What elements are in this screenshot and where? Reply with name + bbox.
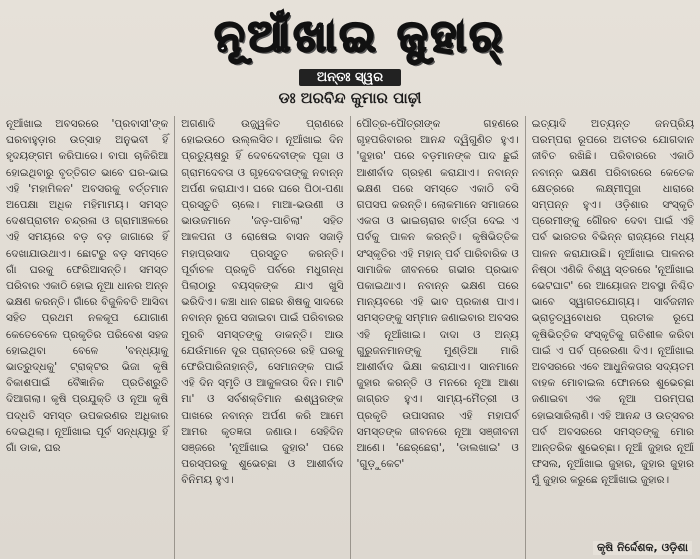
- column-name: ଅନ୍ତଃ ସ୍ୱର: [299, 69, 401, 86]
- article-column-2: [174, 116, 349, 559]
- column-text: ନୂଆଁଖାଇ ଅବସରରେ 'ପ୍ରବାସୀ'ଙ୍କ ଘରବାହୁଡ଼ାର ଉତ୍ସାହ ଅନୁଭବୀ ହିଁ ହୃଦୟଙ୍ଗମ କରିପାରେ। ବାପା ଚାକିରିଆ ହୋଇଥିବାରୁ ବୃତ୍ତିଗତ ଭାବେ ଘର-ଭାଇ ଏହି 'ମହାମିଳନ' ଅବସରକୁ ବର୍ତ୍ତମାନ ଅପେକ୍ଷା ଅଧିକ ମହିମାମୟ। ସମସ୍ତ ଦେଶପ୍ରାଚୀନ ଚନ୍ଦ୍ରଳା ଓ ଗ୍ରାମାଞ୍ଚଳରେ ଏହି ସମୟରେ ବଡ଼ ବଡ଼ ଜାଗାରେ ହିଁ ଦେଖାଯାଉଥାଏ। ଛୋଟରୁ ବଡ଼ ସମସ୍ତେ ଗାଁ ଘରକୁ ଫେରିଆସନ୍ତି। ସମସ୍ତ ପରିବାର ଏକାଠି ହୋଇ ନୂଆ ଧାନର ଅନ୍ନ ଭକ୍ଷଣ କରନ୍ତି। ଗାଁରେ ବିଜୁଳିବତି ଆସିବା ସହିତ ପ୍ରଥମ ନଳକୂପ ଯୋଗାଣ କେତେବେଳେ ପ୍ରକୃତିର ପରିବେଶ ସହଜ ହୋଇଥିବା ବେଳେ 'ବନ୍ଧ୍ୟାକୁ ଭାତ୍ରୁଦ୍ଧକୁ' ଟ୍ରାକ୍ଟର ଭିଜା କୃଷି ବିକାଶପାଇଁ ବୈଜ୍ଞାନିକ ପ୍ରତିଶ୍ରୁତି ଦିଆଗଲା। କୃଷି ପ୍ରଯୁକ୍ତି ଓ ନୂଆ କୃଷି ପଦ୍ଧତି ସମସ୍ତ ଉପକରଣର ଅଧିକାର ଦେଇଥିଲା। ନୂଆଁଖାଇ ପୂର୍ବ ସନ୍ଧ୍ୟାରୁ ହିଁ ଗାଁ ଡାକ, ଘର: [6, 118, 169, 455]
- headline: [80, 6, 640, 66]
- headline-text: ନୂଆଁଖାଇ ଜୁହାର୍: [214, 10, 506, 62]
- column-text: ଅଗଣାଦି ଉଜ୍ଜ୍ୱଳିତ ପ୍ରାଣରେ ହୋଇଉଠେ ଉଲ୍ଲସିତ। ନୂଆଁଖାଇ ଦିନ ପ୍ରତ୍ୟୁଷରୁ ହିଁ ଦେବଦେବୀଙ୍କ ପୂଜା ଓ ଗ୍ରାମଦେବତା ଓ ଗୃହଦେବତାଙ୍କୁ ନବାନ୍ନ ଅର୍ପଣ କରାଯାଏ। ଘରେ ଘରେ ପିଠା-ପଣା ପ୍ରସ୍ତୁତି ଚାଲେ। ମାଆ-ଭଉଣୀ ଓ ଭାଉଜମାନେ 'ଜଡ଼-ପାଚିଲା' ସହିତ ଆଳପନା ଓ ରୋଷେଇ ବାସନ ସଜାଡ଼ି ମହାପ୍ରସାଦ ପ୍ରସ୍ତୁତ କରନ୍ତି। ପୂର୍ବାଚଳ ପ୍ରକୃତି ପର୍ବରେ ମଧୁଗନ୍ଧ ପିଲାଠାରୁ ବୟସ୍କଙ୍କ ଯାଏ ଖୁସି ଭରିଦିଏ। କଞ୍ଚା ଧାନ ଗଛର ଶିଷକୁ ସାଦରେ ନବାନ୍ନ ରୂପେ ସଜାଇବା ପାଇଁ ପରିବାରର ମୁରବି ସମସ୍ତଙ୍କୁ ଡାକନ୍ତି। ଆଉ ଯେଉଁମାନେ ଦୂର ପ୍ରାନ୍ତରେ ରହି ଘରକୁ ଫେରିପାରିନାହାନ୍ତି, ସେମାନଙ୍କ ପାଇଁ ଏହି ଦିନ ସ୍ମୃତି ଓ ଆକୁଳତାର ଦିନ। ମାଟି ମା' ଓ ସର୍ବଶକ୍ତିମାନ ଈଶ୍ୱରଙ୍କ ପାଖରେ ନବାନ୍ନ ଅର୍ପଣ କରି ଆମେ ଆମର କୃତଜ୍ଞତା ଜଣାଉ। ସେହିଦିନ ସଞ୍ଜରେ 'ନୂଆଁଖାଇ ଜୁହାର' ପରେ ପରସ୍ପରକୁ ଶୁଭେଚ୍ଛା ଓ ଆଶୀର୍ବାଦ ବିନିମୟ ହୁଏ।: [181, 118, 344, 487]
- byline: [200, 66, 500, 112]
- column-text: ଇତ୍ୟାଦି ଅତ୍ୟନ୍ତ ଜନପ୍ରିୟ ପରମ୍ପରା ରୂପରେ ଅତୀତର ଯୋଗଦାନ ଜୀବିତ ରଖିଛି। ପରିବାରରେ ଏକାଠି ନବାନ୍ନ ଭକ୍ଷଣ ପରିବାରରେ କେତେକ କ୍ଷେତ୍ରରେ ଲକ୍ଷ୍ମୀପୂଜା ଧାରାରେ ସମ୍ପନ୍ନ ହୁଏ। ଓଡ଼ିଶାର ସଂସ୍କୃତି ପ୍ରେମୀଙ୍କୁ ଗୌରବ ଦେବା ପାଇଁ ଏହି ପର୍ବ ଭାରତର ବିଭିନ୍ନ ରାଜ୍ୟରେ ମଧ୍ୟ ପାଳନ କରାଯାଉଛି। ନୂଆଁଖାଇ ପାଳନର ନିଷ୍ଠା ଏଣିକି ବିଶ୍ୱ ସ୍ତରରେ 'ନୂଆଁଖାଇ ଭେଟଘାଟ' ରେ ଆୟୋଜନ ଅବସ୍ଥା ନିଶ୍ଚିତ ଭାବେ ସ୍ୱାଗତଯୋଗ୍ୟ। ସାର୍ବଜନୀନ ଭ୍ରାତୃତ୍ୱବୋଧର ପ୍ରତୀକ ରୂପେ କୃଷିଭିତ୍ତିକ ସଂସ୍କୃତିକୁ ଗତିଶୀଳ କରିବା ପାଇଁ ଏ ପର୍ବ ପ୍ରେରଣା ଦିଏ। ନୂଆଁଖାଇ ଅବସରରେ ଏବେ ଆଧୁନିକତାର ସଦ୍ୟତମ ବାହକ ମୋବାଇଲ ଫୋନରେ ଶୁଭେଚ୍ଛା ଜଣାଇବା ଏକ ନୂଆ ପରମ୍ପରା ହୋଇସାରିଲାଣି। ଏହି ଆନନ୍ଦ ଓ ଉତ୍ସବର ପର୍ବ ଅବସରରେ ସମସ୍ତଙ୍କୁ ମୋର ଆନ୍ତରିକ ଶୁଭେଚ୍ଛା। ନୂଆଁ ଜୁହାର ନୂଆଁ ଫସଲ, ନୂଆଁଖାଇ ଜୁହାର, ଜୁହାର ଜୁହାର ମୁଁ ଜୁହାର କରୁଛେ ନୂଆଁଖାଇ ଜୁହାର।: [531, 118, 694, 487]
- author-name: ଡଃ ଅରବିନ୍ଦ କୁମାର ପାଢ଼ୀ: [278, 89, 422, 107]
- column-text: ପୌତ୍ର-ପୌତ୍ରୀଙ୍କ ଗହଣରେ ଗୃହପରିବାରର ଆନନ୍ଦ ଦ୍ୱିଗୁଣିତ ହୁଏ। 'ଜୁହାର' ପରେ ବଡ଼ମାନଙ୍କ ପାଦ ଛୁଇଁ ଆଶୀର୍ବାଦ ଗ୍ରହଣ କରାଯାଏ। ନବାନ୍ନ ଭକ୍ଷଣ ପରେ ସମସ୍ତେ ଏକାଠି ବସି ଗପସପ କରନ୍ତି। ଲୋକମାନେ ସମାଜରେ ଏକତା ଓ ଭାଇଚାରାର ବାର୍ତ୍ତା ଦେଇ ଏ ପର୍ବକୁ ପାଳନ କରନ୍ତି। କୃଷିଭିତ୍ତିକ ସଂସ୍କୃତିର ଏହି ମହାନ୍ ପର୍ବ ପାରିବାରିକ ଓ ସାମାଜିକ ଜୀବନରେ ଗଭୀର ପ୍ରଭାବ ପକାଇଥାଏ। ନବାନ୍ନ ଭକ୍ଷଣ ପରେ ମାନ୍ୟବରେ ଏହି ଭାବ ପ୍ରକାଶ ପାଏ। ସମସ୍ତଙ୍କୁ ସମ୍ମାନ ଜଣାଇବାର ଅବସର ଏହି ନୂଆଁଖାଇ। ଦାଦା ଓ ଅନ୍ୟ ଗୁରୁଜନମାନଙ୍କୁ ମୁଣ୍ଡିଆ ମାରି ଆଶୀର୍ବାଦ ଭିକ୍ଷା କରାଯାଏ। ସାନମାନେ ଜୁହାର କରନ୍ତି ଓ ମନରେ ନୂଆ ଆଶା ଜାଗ୍ରତ ହୁଏ। ସାମ୍ୟ-ମୈତ୍ରୀ ଓ ପ୍ରକୃତି ଉପାସନାର ଏହି ମହାପର୍ବ ସମସ୍ତଙ୍କ ଜୀବନରେ ନୂଆ ସଞ୍ଜୀବନୀ ଆଣେ। 'ଛେର୍‌ଛେରା', 'ଡାଲଖାଇ' ଓ 'ଗୁଡ଼ୁକେଟ': [356, 118, 519, 471]
- article-body: [0, 116, 700, 559]
- article-column-4: [525, 116, 700, 559]
- article-column-1: [0, 116, 174, 559]
- author-designation: କୃଷି ନିର୍ଦ୍ଦେଶକ, ଓଡ଼ିଶା: [593, 541, 692, 555]
- article-column-3: [350, 116, 525, 559]
